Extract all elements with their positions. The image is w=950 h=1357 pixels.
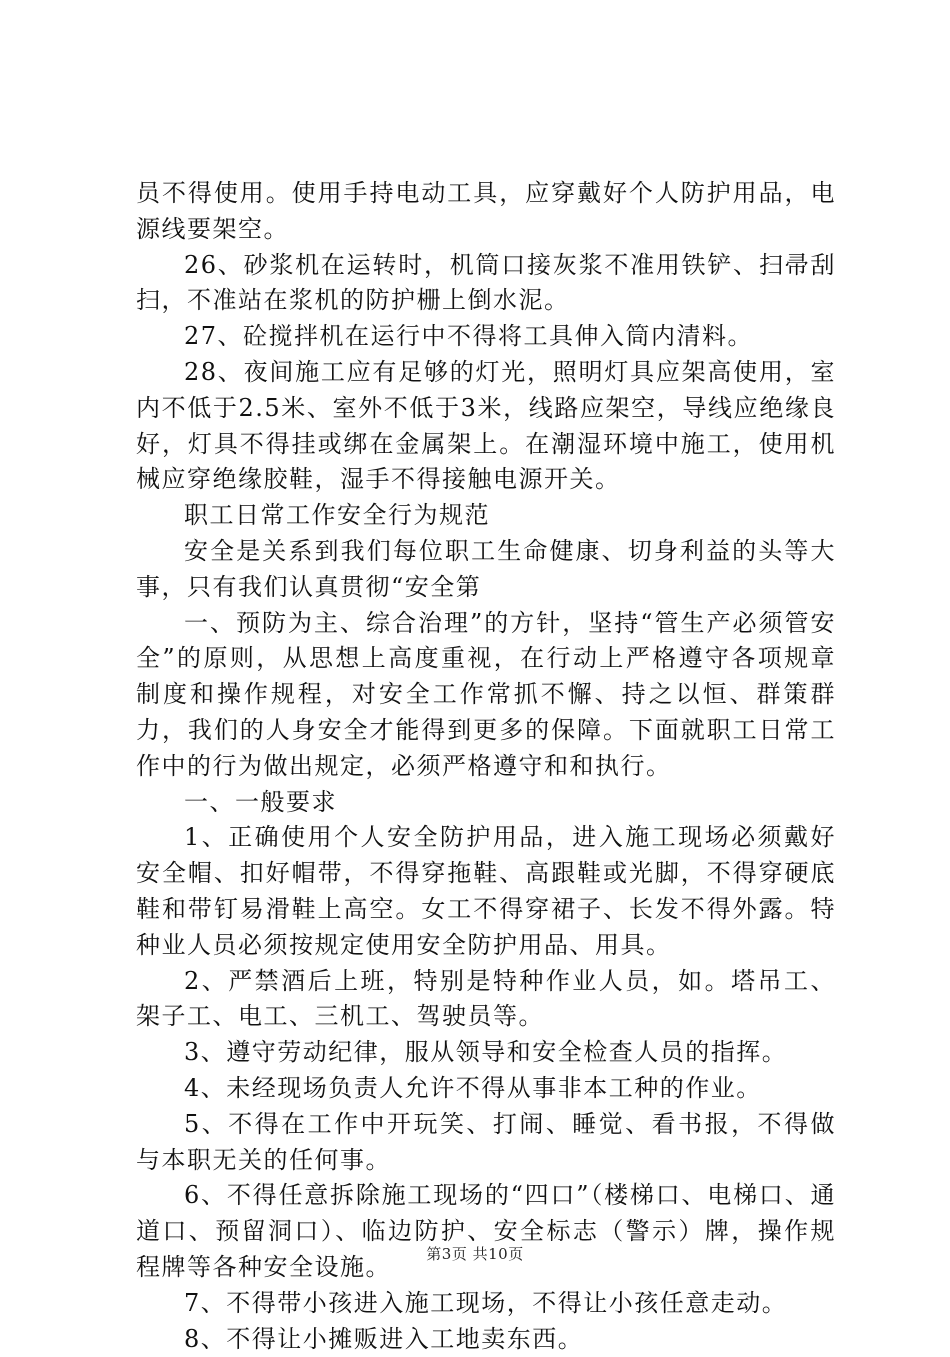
rule-item-2: 2、严禁酒后上班，特别是特种作业人员，如。塔吊工、架子工、电工、三机工、驾驶员等。 [136,964,836,1036]
rule-item-4: 4、未经现场负责人允许不得从事非本工种的作业。 [136,1071,836,1107]
paragraph-item-27: 27、砼搅拌机在运行中不得将工具伸入筒内清料。 [136,319,836,355]
rule-item-5: 5、不得在工作中开玩笑、打闹、睡觉、看书报，不得做与本职无关的任何事。 [136,1107,836,1179]
paragraph-continuation: 员不得使用。使用手持电动工具，应穿戴好个人防护用品，电源线要架空。 [136,176,836,248]
section-heading: 职工日常工作安全行为规范 [136,498,836,534]
subsection-heading: 一、一般要求 [136,785,836,821]
paragraph-item-26: 26、砂浆机在运转时，机筒口接灰浆不准用铁铲、扫帚刮扫，不准站在浆机的防护栅上倒水泥。 [136,248,836,320]
paragraph-intro: 安全是关系到我们每位职工生命健康、切身利益的头等大事，只有我们认真贯彻“安全第 [136,534,836,606]
paragraph-item-28: 28、夜间施工应有足够的灯光，照明灯具应架高使用，室内不低于2.5米、室外不低于3米，线路应架空，导线应绝缘良好，灯具不得挂或绑在金属架上。在潮湿环境中施工，使用机械应穿绝缘胶鞋，湿手不得接触电源开关。 [136,355,836,498]
rule-item-7: 7、不得带小孩进入施工现场，不得让小孩任意走动。 [136,1286,836,1322]
rule-item-3: 3、遵守劳动纪律，服从领导和安全检查人员的指挥。 [136,1035,836,1071]
rule-item-1: 1、正确使用个人安全防护用品，进入施工现场必须戴好安全帽、扣好帽带，不得穿拖鞋、高跟鞋或光脚，不得穿硬底鞋和带钉易滑鞋上高空。女工不得穿裙子、长发不得外露。特种业人员必须按规定使用安全防护用品、用具。 [136,820,836,963]
paragraph-policy: 一、预防为主、综合治理”的方针，坚持“管生产必须管安全”的原则，从思想上高度重视，在行动上严格遵守各项规章制度和操作规程，对安全工作常抓不懈、持之以恒、群策群力，我们的人身安全才能得到更多的保障。下面就职工日常工作中的行为做出规定，必须严格遵守和和执行。 [136,606,836,785]
rule-item-6: 6、不得任意拆除施工现场的“四口”（楼梯口、电梯口、通道口、预留洞口）、临边防护、安全标志（警示）牌，操作规程牌等各种安全设施。 [136,1178,836,1285]
page-number-footer: 第3页 共10页 [0,1243,950,1264]
rule-item-8: 8、不得让小摊贩进入工地卖东西。 [136,1322,836,1357]
document-body [136,176,836,1357]
